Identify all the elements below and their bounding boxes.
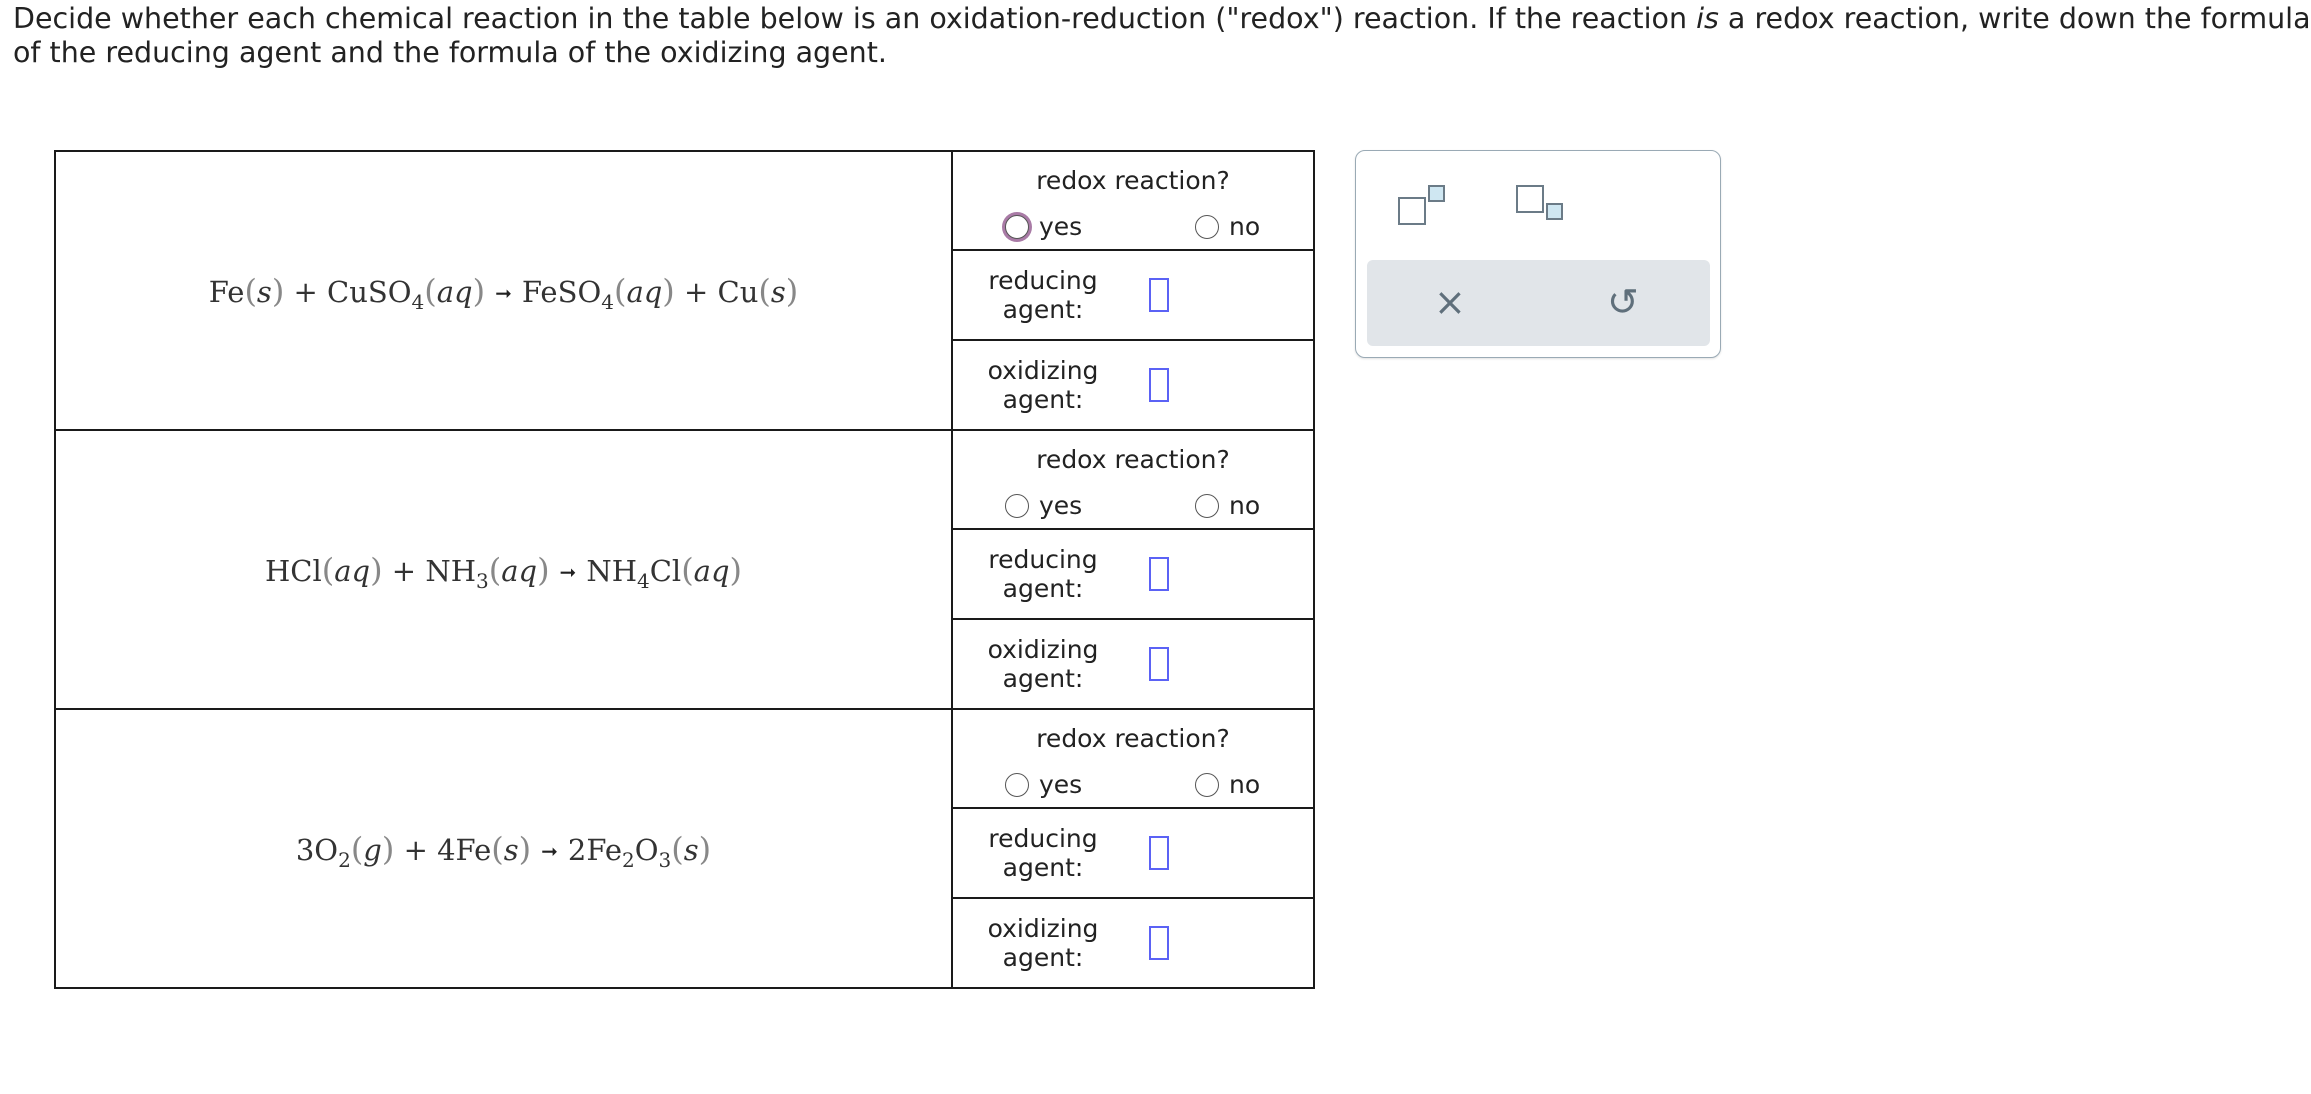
- yes-option[interactable]: [1005, 491, 1082, 520]
- yes-radio[interactable]: [1005, 215, 1029, 239]
- yes-label: yes: [1039, 770, 1083, 799]
- subscript-button[interactable]: [1514, 181, 1574, 231]
- question-prompt: Decide whether each chemical reaction in the table below is an oxidation-reduction ("redox") reaction. If the reaction is a redox reaction, write down the formula of the reducing agent and the formula of the oxidizing agent.: [13, 2, 2311, 69]
- no-option[interactable]: [1195, 212, 1260, 241]
- oxidizing-agent-row: [953, 618, 1313, 708]
- oxidizing-agent-row: [953, 897, 1313, 987]
- no-label: no: [1229, 212, 1261, 241]
- oxidizing-agent-label: oxidizing agent:: [987, 356, 1099, 414]
- no-option[interactable]: [1195, 491, 1260, 520]
- no-label: no: [1229, 491, 1261, 520]
- reducing-agent-input[interactable]: [1149, 836, 1169, 870]
- close-icon[interactable]: ×: [1434, 280, 1466, 324]
- no-radio[interactable]: [1195, 773, 1219, 797]
- redox-choice-group: [953, 152, 1313, 251]
- oxidizing-agent-input[interactable]: [1149, 647, 1169, 681]
- no-option[interactable]: [1195, 770, 1260, 799]
- answer-cell: [952, 151, 1314, 430]
- toolbox-action-bar: [1367, 260, 1710, 346]
- table-row: [55, 430, 1314, 709]
- reducing-agent-label: reducing agent:: [988, 266, 1098, 324]
- answer-cell: [952, 430, 1314, 709]
- redox-question-label: redox reaction?: [1036, 724, 1230, 753]
- reaction-equation-1: Fe(s) + CuSO$_4$(aq) ➞ FeSO$_4$(aq) + Cu(s): [208, 271, 799, 314]
- reducing-agent-row: [953, 251, 1313, 339]
- reducing-agent-input[interactable]: [1149, 557, 1169, 591]
- yes-option[interactable]: [1005, 770, 1082, 799]
- answer-cell: [952, 709, 1314, 988]
- equation-cell: [55, 151, 952, 430]
- reducing-agent-label: reducing agent:: [988, 545, 1098, 603]
- reducing-agent-row: [953, 530, 1313, 618]
- undo-icon[interactable]: ↺: [1607, 280, 1639, 324]
- reaction-equation-2: $HCl(aq) + NH_3(aq)$ ➞ $NH_4Cl(aq)$: [264, 550, 743, 593]
- equation-cell: [55, 430, 952, 709]
- redox-question-label: redox reaction?: [1036, 445, 1230, 474]
- yes-label: yes: [1039, 491, 1083, 520]
- no-radio[interactable]: [1195, 494, 1219, 518]
- oxidizing-agent-label: oxidizing agent:: [987, 635, 1099, 693]
- oxidizing-agent-row: [953, 339, 1313, 429]
- table-row: [55, 709, 1314, 988]
- oxidizing-agent-input[interactable]: [1149, 368, 1169, 402]
- yes-radio[interactable]: [1005, 773, 1029, 797]
- yes-label: yes: [1039, 212, 1083, 241]
- no-label: no: [1229, 770, 1261, 799]
- oxidizing-agent-input[interactable]: [1149, 926, 1169, 960]
- superscript-button[interactable]: [1394, 181, 1454, 231]
- oxidizing-agent-label: oxidizing agent:: [987, 914, 1099, 972]
- reducing-agent-row: [953, 809, 1313, 897]
- formula-toolbox: [1355, 150, 1721, 358]
- reaction-equation-3: $3O_2(g) + 4Fe(s)$ ➞ $2Fe_2O_3(s)$: [295, 829, 712, 872]
- yes-radio[interactable]: [1005, 494, 1029, 518]
- no-radio[interactable]: [1195, 215, 1219, 239]
- redox-question-label: redox reaction?: [1036, 166, 1230, 195]
- equation-cell: [55, 709, 952, 988]
- redox-choice-group: [953, 710, 1313, 809]
- table-row: [55, 151, 1314, 430]
- yes-option[interactable]: [1005, 212, 1082, 241]
- reducing-agent-label: reducing agent:: [988, 824, 1098, 882]
- redox-choice-group: [953, 431, 1313, 530]
- reducing-agent-input[interactable]: [1149, 278, 1169, 312]
- reaction-table: [54, 150, 1315, 989]
